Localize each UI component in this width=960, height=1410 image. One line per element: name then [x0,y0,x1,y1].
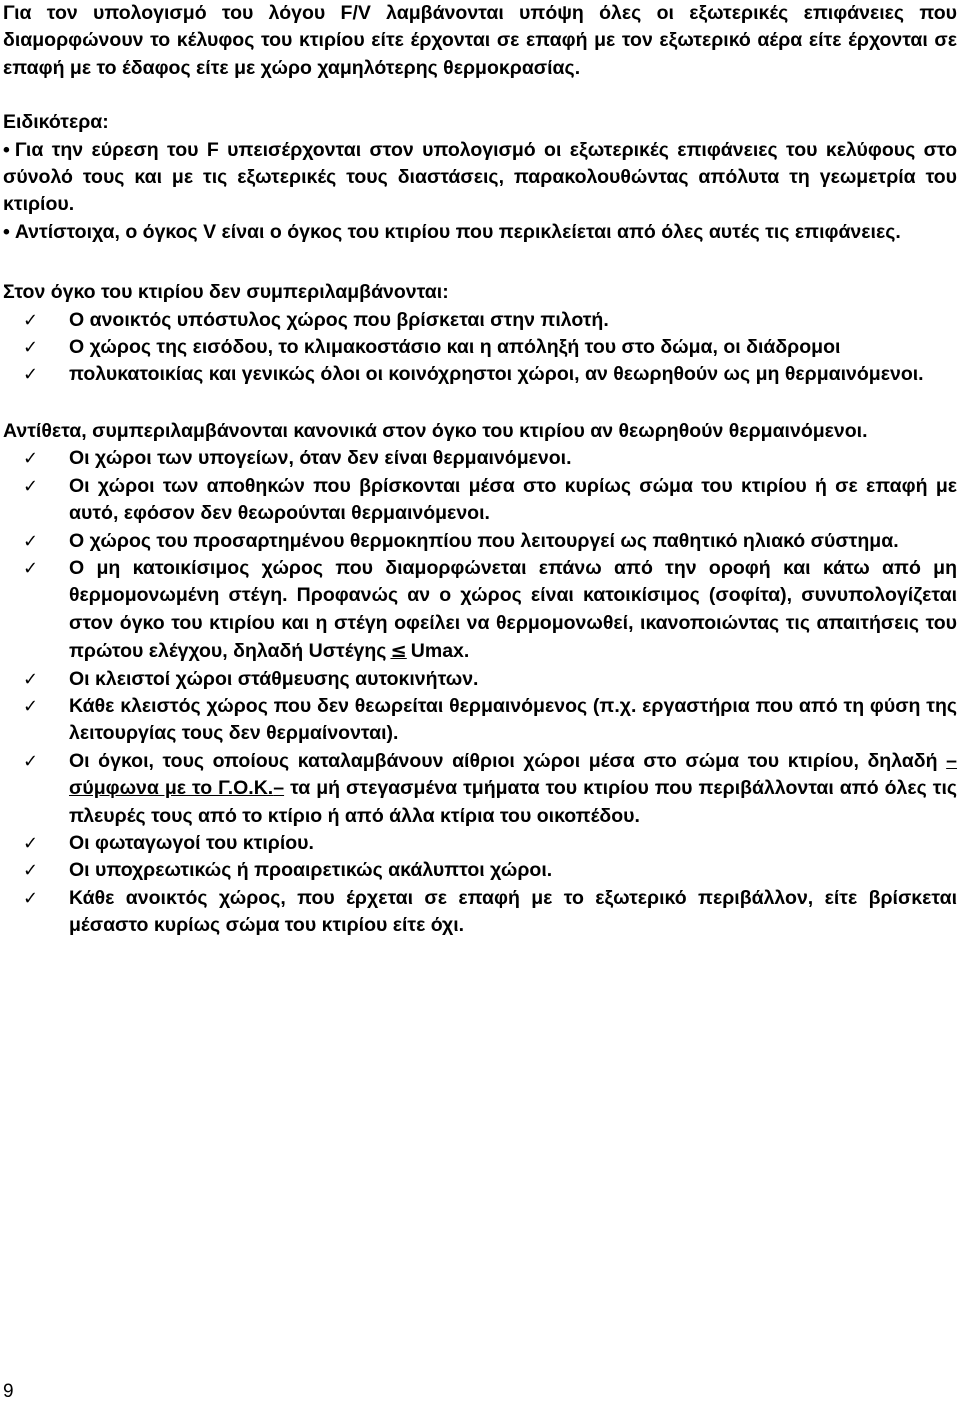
bullet-paragraph-f [3,137,957,219]
list-item [3,334,957,361]
check-icon: ✓ [23,695,39,717]
list-item [3,693,957,748]
check-icon: ✓ [23,530,39,552]
list-item-text: Οι όγκοι, τους οποίους καταλαμβάνουν αίθριοι χώροι μέσα στο σώμα του κτιρίου, δηλαδή [69,749,938,772]
list-item-text: Οι χώροι των αποθηκών που βρίσκονται μέσα στο κυρίως σώμα του κτιρίου ή σε επαφή με αυτό, εφόσον δεν θεωρούνται θερμαινόμενοι. [69,474,957,525]
check-icon: ✓ [23,887,39,909]
list-item-text: Οι χώροι των υπογείων, όταν δεν είναι θερμαινόμενοι. [69,447,572,470]
bullet-icon [3,221,15,243]
less-equal-symbol: ≤ [390,639,407,663]
check-icon: ✓ [23,364,39,386]
check-icon: ✓ [23,448,39,470]
check-icon: ✓ [23,475,39,497]
excluded-heading: Στον όγκο του κτιρίου δεν συμπεριλαμβάνονται: [3,281,449,304]
list-item [3,830,957,857]
excluded-list [3,307,957,389]
list-item-text: τα μή στεγασμένα τμήματα του κτιρίου που περιβάλλονται από όλες τις πλευρές τους από το κτίριο ή από άλλα κτίρια του οικοπέδου. [69,777,958,827]
list-item-text: Οι κλειστοί χώροι στάθμευσης αυτοκινήτων. [69,667,479,690]
gok-reference: –σύμφωνα με το Γ.Ο.Κ. [69,749,957,800]
check-icon: ✓ [23,832,39,854]
list-item [3,857,957,884]
bullet-paragraph-v [3,219,957,246]
list-item-text: πολυκατοικίας και γενικώς όλοι οι κοινόχρηστοι χώροι, αν θεωρηθούν ως μη θερμαινόμενοι. [69,363,924,386]
list-item [3,361,957,388]
list-item [3,473,957,528]
list-item-text: Οι φωταγωγοί του κτιρίου. [69,831,314,854]
list-item-text: Ο μη κατοικίσιμος χώρος που διαμορφώνεται επάνω από την οροφή και κάτω από μη θερμομονωμένη στέγη. Προφανώς αν ο χώρος είναι κατοικίσιμος (σοφίτα), συνυπολογίζεται στον όγκο του κτιρίου και η στέγη οφείλει να θερμομονωθεί, ικανοποιώντας τις απαιτήσεις του πρώτου ελέγχου, δηλαδή Uστέγης [69,556,957,663]
included-list [3,445,957,939]
list-item [3,666,957,693]
list-item [3,885,957,940]
intro-paragraph: Για τον υπολογισμό του λόγου F/V λαμβάνονται υπόψη όλες οι εξωτερικές επιφάνειες που διαμορφώνουν το κέλυφος του κτιρίου είτε έρχονται σε επαφή με τον εξωτερικό αέρα είτε έρχονται σε επαφή με το έδαφος είτε με χώρο χαμηλότερης θερμοκρασίας. [3,2,957,79]
list-item-atrium [3,748,957,830]
list-item [3,445,957,472]
gok-dash: – [273,777,285,800]
list-item-text: Κάθε ανοικτός χώρος, που έρχεται σε επαφή με το εξωτερικό περιβάλλον, είτε βρίσκεται μέσαστο κυρίως σώμα του κτιρίου είτε όχι. [69,886,957,937]
bullet-icon [3,139,15,161]
bullet-text: Αντίστοιχα, ο όγκος V είναι ο όγκος του κτιρίου που περικλείεται από όλες αυτές τις επιφάνειες. [14,220,901,243]
included-heading: Αντίθετα, συμπεριλαμβάνονται κανονικά στον όγκο του κτιρίου αν θεωρηθούν θερμαινόμενοι. [3,419,868,442]
list-item [3,307,957,334]
check-icon: ✓ [23,750,39,772]
list-item-text: Κάθε κλειστός χώρος που δεν θεωρείται θερμαινόμενος (π.χ. εργαστήρια που από τη φύση της λειτουργίας τους δεν θερμαίνονται). [69,694,957,745]
list-item-text: Οι υποχρεωτικώς ή προαιρετικώς ακάλυπτοι χώροι. [69,859,553,882]
check-icon: ✓ [23,557,39,579]
list-item-text: Ο χώρος του προσαρτημένου θερμοκηπίου που λειτουργεί ως παθητικό ηλιακό σύστημα. [69,529,899,552]
check-icon: ✓ [23,309,39,331]
umax-label: Umax. [410,640,470,663]
check-icon: ✓ [23,668,39,690]
page-number: 9 [3,1381,14,1402]
check-icon: ✓ [23,860,39,882]
document-body [3,0,957,940]
list-item-text: Ο χώρος της εισόδου, το κλιμακοστάσιο και η απόληξή του στο δώμα, οι διάδρομοι [69,336,841,359]
list-item-attic [3,555,957,666]
list-item-text: Ο ανοικτός υπόστυλος χώρος που βρίσκεται στην πιλοτή. [69,308,609,331]
specifically-label: Ειδικότερα: [3,111,109,134]
check-icon: ✓ [23,337,39,359]
bullet-text: Για την εύρεση του F υπεισέρχονται στον υπολογισμό οι εξωτερικές επιφάνειες του κελύφους στο σύνολό τους και με τις εξωτερικές τους διαστάσεις, παρακολουθώντας απόλυτα τη γεωμετρία του κτιρίου. [3,138,957,216]
list-item [3,528,957,555]
